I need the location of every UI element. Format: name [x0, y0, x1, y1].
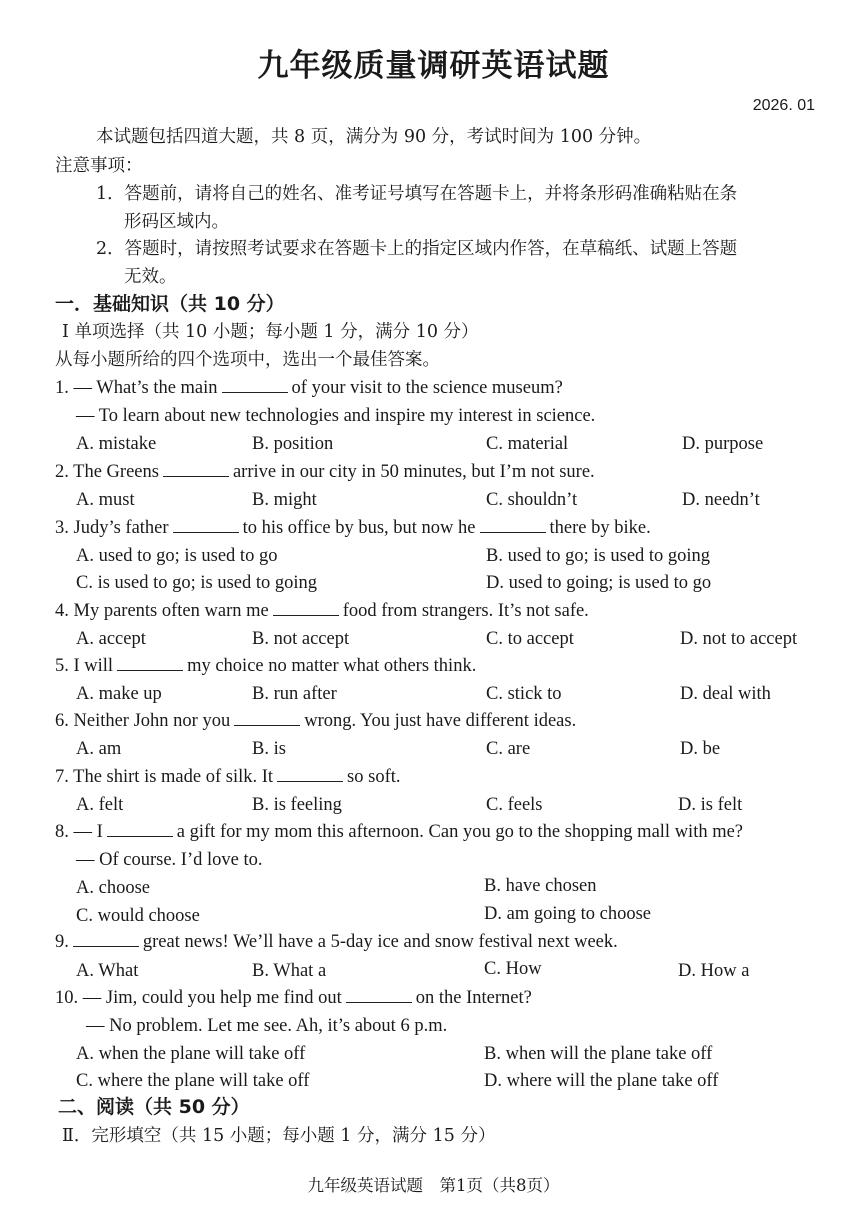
option-c: C. stick to [486, 684, 562, 704]
option-d: D. deal with [680, 684, 771, 704]
question-number: 3. [55, 518, 69, 538]
question-number: 1. [55, 378, 69, 398]
option-b: B. might [252, 490, 317, 510]
answer-blank [480, 518, 546, 533]
part-1-heading: Ⅰ 单项选择（共 10 小题；每小题 1 分，满分 10 分） [62, 322, 479, 342]
question-text-after: my choice no matter what others think. [187, 656, 477, 676]
option-c: C. feels [486, 795, 543, 815]
option-a: A. What [76, 961, 139, 981]
option-c: C. shouldn’t [486, 490, 578, 510]
question-text-before: Neither John nor you [73, 711, 231, 731]
question-6 [55, 710, 576, 732]
question-4 [55, 600, 589, 622]
option-a: A. mistake [76, 434, 157, 454]
question-number: 9. [55, 932, 69, 952]
question-text-before: — Jim, could you help me find out [82, 988, 342, 1008]
option-c: C. are [486, 739, 531, 759]
option-d: D. be [680, 739, 721, 759]
question-text-before: I will [73, 656, 114, 676]
note-2-line-2: 无效。 [124, 267, 177, 287]
question-text-after: arrive in our city in 50 minutes, but I’m not sure. [232, 462, 595, 482]
part-1-instruction: 从每小题所给的四个选项中，选出一个最佳答案。 [55, 350, 440, 370]
answer-blank [346, 988, 412, 1003]
option-d: D. am going to choose [484, 904, 651, 924]
option-d: D. not to accept [680, 629, 798, 649]
section-2-heading: 二、阅读（共 50 分） [58, 1096, 250, 1118]
answer-blank [107, 822, 173, 837]
question-text-after: on the Internet? [415, 988, 532, 1008]
option-a: A. felt [76, 795, 124, 815]
intro-text: 本试题包括四道大题，共 8 页，满分为 90 分，考试时间为 100 分钟。 [96, 127, 652, 147]
option-b: B. run after [252, 684, 337, 704]
question-text-after: a gift for my mom this afternoon. Can you go to the shopping mall with me? [176, 822, 744, 842]
option-a: A. accept [76, 629, 146, 649]
question-2 [55, 461, 595, 483]
question-text-before: The shirt is made of silk. It [73, 767, 274, 787]
question-8 [55, 821, 743, 843]
question-5 [55, 655, 476, 677]
question-text-after: food from strangers. It’s not safe. [342, 601, 589, 621]
option-a: A. make up [76, 684, 162, 704]
option-a: A. used to go; is used to go [76, 546, 278, 566]
answer-blank [73, 932, 139, 947]
option-b: B. not accept [252, 629, 350, 649]
option-b: B. position [252, 434, 334, 454]
option-b: B. is [252, 739, 286, 759]
note-1-line-1: 1．答题前，请将自己的姓名、准考证号填写在答题卡上，并将条形码准确粘贴在条 [96, 184, 738, 204]
option-b: B. used to go; is used to going [486, 546, 711, 566]
option-a: A. am [76, 739, 122, 759]
notes-heading: 注意事项： [55, 156, 143, 176]
question-text-before: The Greens [73, 462, 159, 482]
page-footer: 九年级英语试题 第1页（共8页） [307, 1176, 560, 1195]
exam-date: 2026. 01 [752, 97, 815, 114]
option-c: C. to accept [486, 629, 574, 649]
question-9 [55, 931, 618, 953]
option-c: C. How [484, 959, 542, 979]
question-10-reply: — No problem. Let me see. Ah, it’s about 6 p.m. [86, 1016, 448, 1036]
option-a: A. choose [76, 878, 150, 898]
answer-blank [222, 378, 288, 393]
question-1-reply: — To learn about new technologies and inspire my interest in science. [76, 406, 596, 426]
part-2-heading: Ⅱ．完形填空（共 15 小题；每小题 1 分，满分 15 分） [62, 1126, 496, 1146]
option-b: B. have chosen [484, 876, 597, 896]
option-b: B. when will the plane take off [484, 1044, 713, 1064]
question-text-before: — I [73, 822, 103, 842]
page-title: 九年级质量调研英语试题 [257, 48, 610, 84]
option-b: B. is feeling [252, 795, 342, 815]
question-text-middle: to his office by bus, but now he [242, 518, 476, 538]
answer-blank [277, 767, 343, 782]
option-d: D. purpose [682, 434, 764, 454]
option-d: D. where will the plane take off [484, 1071, 719, 1091]
question-number: 8. [55, 822, 69, 842]
option-b: B. What a [252, 961, 327, 981]
question-number: 2. [55, 462, 69, 482]
question-text-after: wrong. You just have different ideas. [304, 711, 577, 731]
question-text-after: of your visit to the science museum? [291, 378, 563, 398]
question-number: 10. [55, 988, 79, 1008]
question-number: 7. [55, 767, 69, 787]
option-c: C. where the plane will take off [76, 1071, 310, 1091]
question-7 [55, 766, 401, 788]
option-d: D. How a [678, 961, 750, 981]
option-d: D. needn’t [682, 490, 760, 510]
question-1 [55, 377, 563, 399]
option-a: A. when the plane will take off [76, 1044, 306, 1064]
option-a: A. must [76, 490, 135, 510]
question-text-after: great news! We’ll have a 5-day ice and snow festival next week. [142, 932, 618, 952]
question-10 [55, 987, 532, 1009]
answer-blank [173, 518, 239, 533]
option-c: C. would choose [76, 906, 200, 926]
question-number: 5. [55, 656, 69, 676]
question-text-after: there by bike. [549, 518, 651, 538]
note-2-line-1: 2．答题时，请按照考试要求在答题卡上的指定区域内作答，在草稿纸、试题上答题 [96, 239, 738, 259]
question-number: 4. [55, 601, 69, 621]
question-text-after: so soft. [347, 767, 401, 787]
section-1-heading: 一．基础知识（共 10 分） [55, 293, 285, 315]
question-number: 6. [55, 711, 69, 731]
question-8-reply: — Of course. I’d love to. [76, 850, 263, 870]
option-c: C. is used to go; is used to going [76, 573, 318, 593]
option-c: C. material [486, 434, 569, 454]
question-text-before: — What’s the main [73, 378, 218, 398]
answer-blank [273, 601, 339, 616]
question-text-before: Judy’s father [73, 518, 169, 538]
answer-blank [234, 711, 300, 726]
question-text-before: My parents often warn me [73, 601, 269, 621]
answer-blank [117, 656, 183, 671]
option-d: D. used to going; is used to go [486, 573, 712, 593]
answer-blank [163, 462, 229, 477]
note-1-line-2: 形码区域内。 [124, 212, 229, 232]
option-d: D. is felt [678, 795, 743, 815]
question-3 [55, 517, 651, 539]
